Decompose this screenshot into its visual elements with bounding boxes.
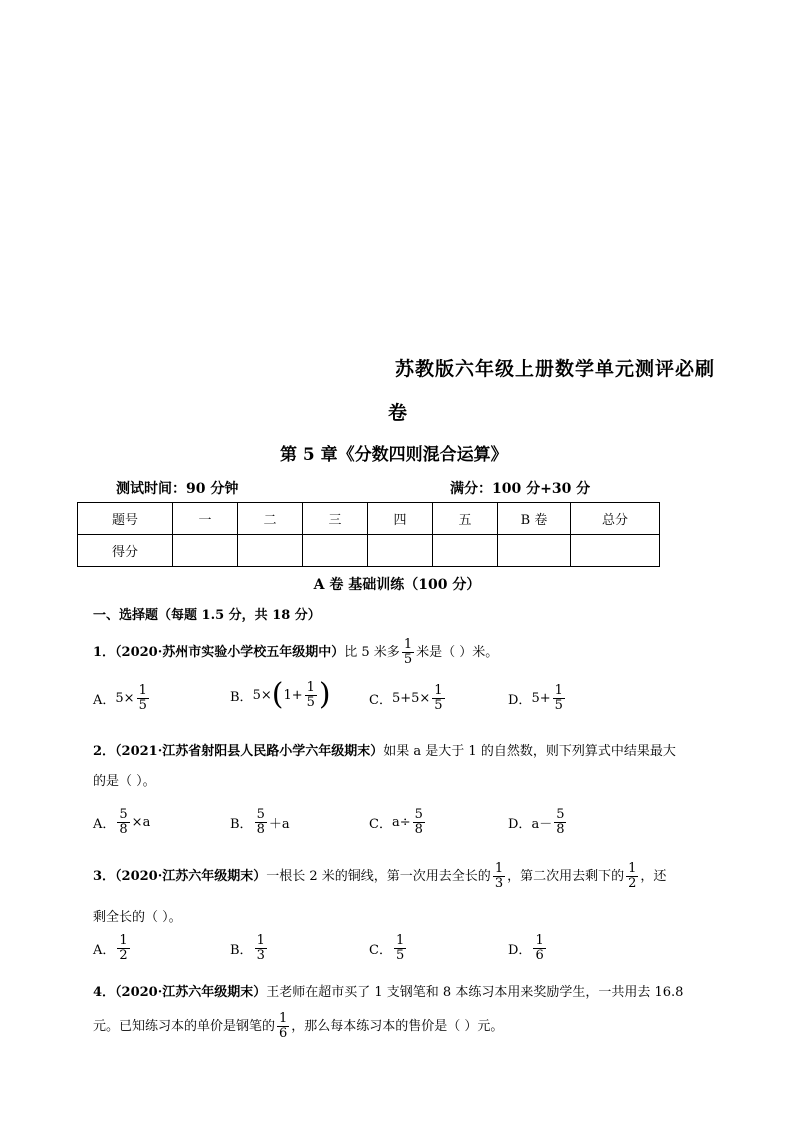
question-source: （2020·江苏六年级期末）: [115, 985, 267, 1000]
section-1-heading: 一、选择题（每题 1.5 分，共 18 分）: [93, 608, 321, 623]
fraction: $\frac{1}{5}$: [554, 683, 563, 713]
question-number: 4．: [93, 985, 116, 1000]
question-text: 比 5 米多: [344, 645, 400, 660]
question-source: （2020·苏州市实验小学校五年级期中）: [115, 645, 345, 660]
row-label-cell: 得分: [78, 535, 173, 567]
full-score: 满分：100 分+30 分: [450, 481, 591, 497]
score-cell[interactable]: [368, 535, 433, 567]
fraction: $\frac{1}{5}$: [403, 637, 413, 667]
score-table-score-row: [78, 535, 660, 567]
score-table: [77, 502, 660, 567]
fraction: $\frac{1}{3}$: [494, 861, 504, 891]
question-3: [93, 862, 666, 891]
question-1: [93, 638, 498, 667]
question-number: 1．: [93, 645, 116, 660]
header-cell: 题号: [78, 503, 173, 535]
test-time: 测试时间：90 分钟: [116, 481, 239, 497]
score-cell[interactable]: [238, 535, 303, 567]
header-cell: 二: [238, 503, 303, 535]
question-2: [93, 740, 676, 759]
q1-option-a[interactable]: A． 5× $\frac{1}{5}$: [93, 683, 147, 713]
fraction: $\frac{1}{6}$: [535, 933, 544, 963]
question-text: 王老师在超市买了 1 支钢笔和 8 本练习本用来奖励学生，一共用去 16.8: [266, 985, 684, 1000]
score-cell[interactable]: [173, 535, 238, 567]
question-source: （2020·江苏六年级期末）: [115, 869, 267, 884]
fraction: $\frac{5}{8}$: [256, 807, 265, 837]
question-text: 一根长 2 米的铜线，第一次用去全长的: [266, 869, 491, 884]
question-text: 如果 a 是大于 1 的自然数，则下列算式中结果最大: [383, 744, 676, 759]
fraction: $\frac{5}{8}$: [414, 807, 423, 837]
q3-option-a[interactable]: A． $\frac{1}{2}$: [93, 933, 128, 963]
header-cell: 三: [303, 503, 368, 535]
question-text: ，还: [640, 869, 667, 884]
score-cell[interactable]: [571, 535, 660, 567]
question-text: ，第二次用去剩下的: [507, 869, 625, 884]
question-text: 米是（ ）米。: [416, 645, 499, 660]
q3-option-d[interactable]: D． $\frac{1}{6}$: [508, 933, 544, 963]
question-number: 3．: [93, 869, 116, 884]
question-source: （2021·江苏省射阳县人民路小学六年级期末）: [115, 744, 384, 759]
q2-option-d[interactable]: D． a－ $\frac{5}{8}$: [508, 807, 565, 837]
header-cell: 四: [368, 503, 433, 535]
score-cell[interactable]: [433, 535, 498, 567]
score-cell[interactable]: [498, 535, 571, 567]
question-text: ，那么每本练习本的售价是（ ）元。: [291, 1019, 504, 1034]
q3-option-b[interactable]: B． $\frac{1}{3}$: [230, 933, 265, 963]
question-4-continued: [93, 1012, 503, 1041]
score-cell[interactable]: [303, 535, 368, 567]
fraction: $\frac{1}{5}$: [395, 933, 405, 963]
question-3-continued: 剩全长的（ ）。: [93, 910, 182, 925]
fraction: $\frac{1}{5}$: [434, 683, 443, 713]
fraction: $\frac{1}{2}$: [119, 933, 128, 963]
q2-option-a[interactable]: A． $\frac{5}{8}$ ×a: [93, 807, 151, 837]
q2-option-b[interactable]: B． $\frac{5}{8}$ ＋a: [230, 807, 290, 837]
header-cell: 总分: [571, 503, 660, 535]
q1-option-d[interactable]: D． 5+ $\frac{1}{5}$: [508, 683, 563, 713]
fraction: $\frac{1}{5}$: [306, 679, 315, 710]
fraction: $\frac{1}{3}$: [256, 933, 265, 963]
fraction: $\frac{1}{6}$: [279, 1011, 288, 1041]
chapter-title: 第 5 章《分数四则混合运算》: [280, 445, 508, 465]
doc-title: 苏教版六年级上册数学单元测评必刷: [395, 358, 716, 380]
section-a-heading: A 卷 基础训练（100 分）: [313, 577, 481, 593]
doc-title-continued: 卷: [388, 402, 408, 424]
question-2-continued: 的是（ ）。: [93, 774, 156, 789]
fraction: $\frac{5}{8}$: [556, 807, 565, 837]
header-cell: B 卷: [498, 503, 571, 535]
question-text: 元。已知练习本的单价是钢笔的: [93, 1019, 276, 1034]
fraction: $\frac{5}{8}$: [119, 807, 128, 837]
q3-option-c[interactable]: C． $\frac{1}{5}$: [369, 933, 405, 963]
score-table-header-row: [78, 503, 660, 535]
question-number: 2．: [93, 744, 116, 759]
q1-option-c[interactable]: C． 5+5× $\frac{1}{5}$: [369, 683, 443, 713]
question-4: [93, 981, 683, 1000]
header-cell: 五: [433, 503, 498, 535]
q2-option-c[interactable]: C． a÷ $\frac{5}{8}$: [369, 807, 423, 837]
fraction: $\frac{1}{2}$: [628, 861, 637, 891]
header-cell: 一: [173, 503, 238, 535]
fraction: $\frac{1}{5}$: [138, 683, 147, 713]
q1-option-b[interactable]: B． 5× ( 1+ $\frac{1}{5}$ ): [230, 677, 331, 712]
